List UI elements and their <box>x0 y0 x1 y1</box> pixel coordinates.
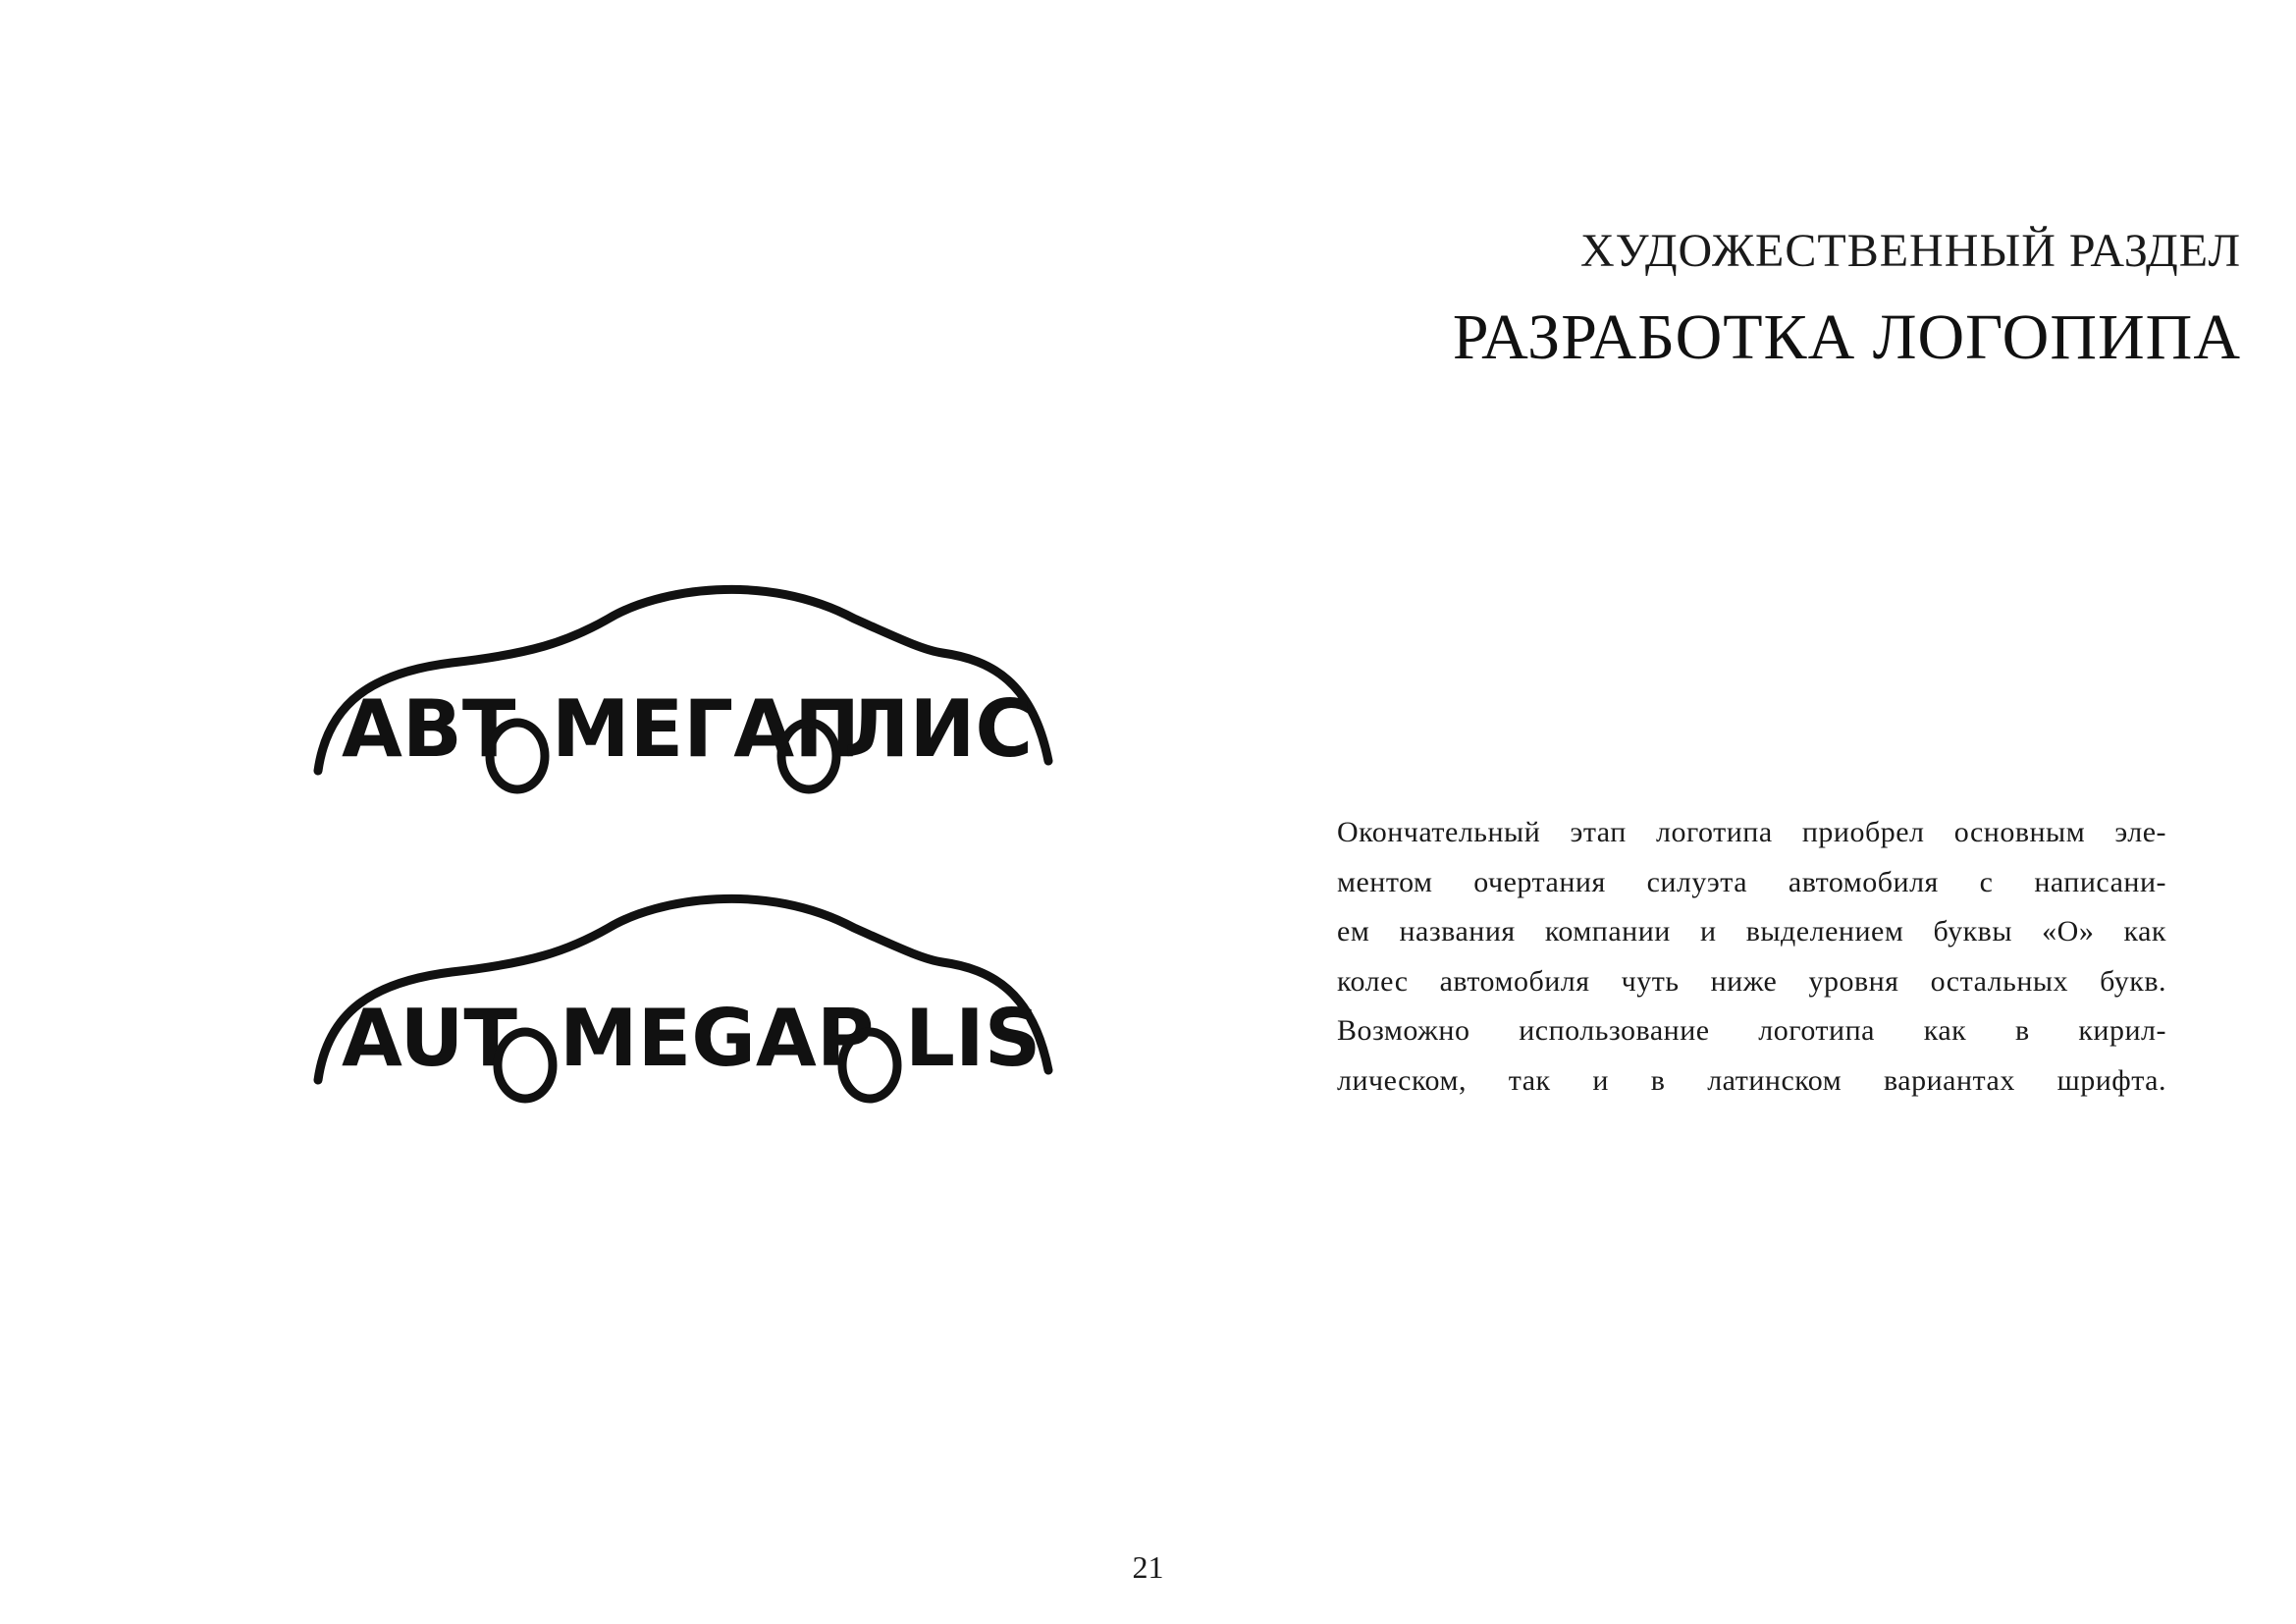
logo-text-part-1: АВТ <box>342 683 516 775</box>
description-paragraph <box>1337 808 2166 1106</box>
paragraph-line: ем названия компании и выделением буквы «О» как <box>1337 915 2166 947</box>
logo-text-part-3: ЛИС <box>844 683 1034 775</box>
paragraph-line: Окончательный этап логотипа приобрел основным эле- <box>1337 816 2166 848</box>
page-number: 21 <box>1132 1549 1164 1585</box>
paragraph-line: колес автомобиля чуть ниже уровня остальных букв. <box>1337 964 2166 998</box>
car-silhouette-logo-cyrillic <box>304 579 1070 805</box>
car-silhouette-logo-latin <box>304 889 1070 1114</box>
logo-text-part-2: MEGAP <box>560 993 875 1084</box>
page-title: РАЗРАБОТКА ЛОГОПИПА <box>1452 301 2241 373</box>
paragraph-line: лическом, так и в латинском вариантах шрифта. <box>1337 1063 2166 1097</box>
logo-text-part-2: МЕГАП <box>552 683 861 775</box>
section-label: ХУДОЖЕСТВЕННЫЙ РАЗДЕЛ <box>1580 225 2241 277</box>
logo-cyrillic <box>304 579 1070 805</box>
logo-text-part-3: LIS <box>905 993 1041 1084</box>
paragraph-line: ментом очертания силуэта автомобиля с написани- <box>1337 865 2166 898</box>
paragraph-line: Возможно использование логотипа как в кирил- <box>1337 1014 2166 1047</box>
logo-latin <box>304 889 1070 1114</box>
logo-text-part-1: AUT <box>342 993 517 1084</box>
